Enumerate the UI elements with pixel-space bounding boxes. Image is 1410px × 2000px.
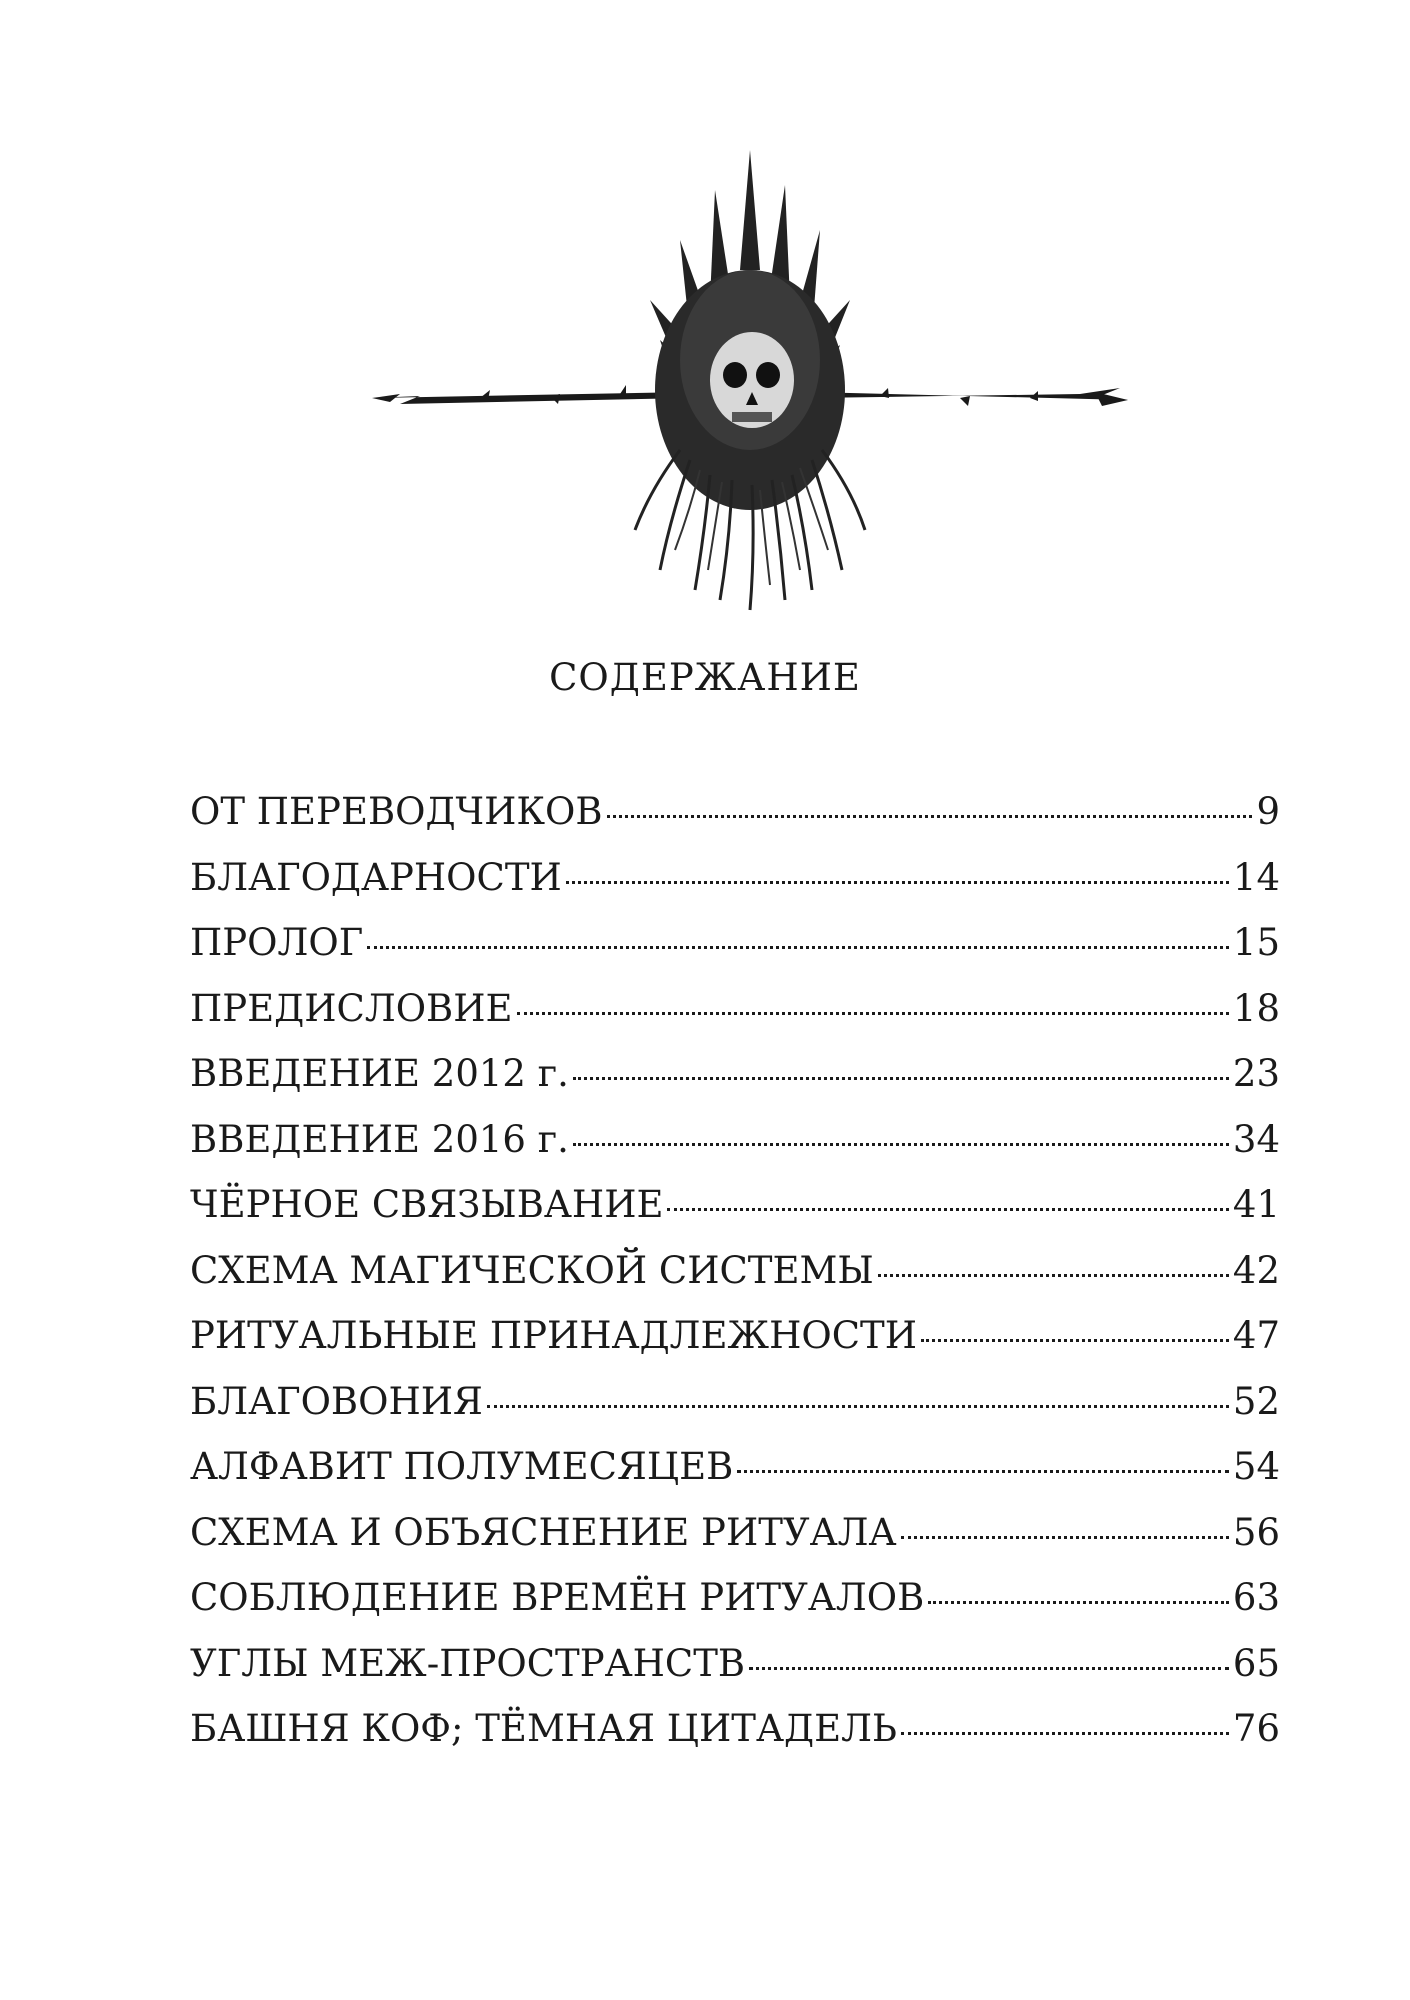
toc-entry-page: 47 <box>1232 1314 1280 1357</box>
toc-entry[interactable] <box>190 1183 1280 1249</box>
toc-entry-page: 23 <box>1232 1052 1280 1095</box>
toc-leader-dots <box>517 1012 1229 1015</box>
toc-entry-title: УГЛЫ МЕЖ-ПРОСТРАНСТВ <box>190 1641 746 1685</box>
toc-entry-page: 54 <box>1232 1445 1280 1488</box>
toc-entry-title: ОТ ПЕРЕВОДЧИКОВ <box>190 790 603 833</box>
toc-entry[interactable] <box>190 790 1280 856</box>
toc-entry[interactable] <box>190 1314 1280 1380</box>
toc-entry-page: 65 <box>1232 1641 1280 1685</box>
toc-entry-title: ВВЕДЕНИЕ 2016 г. <box>190 1117 569 1161</box>
toc-leader-dots <box>566 881 1229 884</box>
toc-entry-title: ПРЕДИСЛОВИЕ <box>190 986 513 1030</box>
toc-entry[interactable] <box>190 1511 1280 1577</box>
toc-leader-dots <box>607 815 1253 818</box>
table-of-contents <box>190 790 1280 1773</box>
toc-leader-dots <box>878 1274 1229 1277</box>
toc-entry[interactable] <box>190 1118 1280 1184</box>
toc-entry-page: 41 <box>1232 1183 1280 1226</box>
toc-entry-title: ЧЁРНОЕ СВЯЗЫВАНИЕ <box>190 1183 664 1226</box>
toc-entry-title: СХЕМА И ОБЪЯСНЕНИЕ РИТУАЛА <box>190 1510 897 1554</box>
toc-entry-page: 18 <box>1232 986 1280 1030</box>
toc-leader-dots <box>573 1077 1229 1080</box>
toc-entry[interactable] <box>190 1576 1280 1642</box>
toc-entry-title: АЛФАВИТ ПОЛУМЕСЯЦЕВ <box>190 1445 734 1488</box>
toc-entry[interactable] <box>190 1380 1280 1446</box>
toc-entry-page: 14 <box>1232 855 1280 899</box>
toc-leader-dots <box>667 1208 1228 1211</box>
toc-leader-dots <box>901 1732 1229 1735</box>
toc-entry-title: БЛАГОДАРНОСТИ <box>190 855 562 899</box>
page-title: СОДЕРЖАНИЕ <box>549 656 861 699</box>
toc-entry-page: 56 <box>1232 1510 1280 1554</box>
toc-entry-page: 9 <box>1256 790 1280 833</box>
toc-entry-page: 15 <box>1232 921 1280 964</box>
toc-entry-page: 63 <box>1232 1576 1280 1619</box>
toc-leader-dots <box>921 1339 1229 1342</box>
toc-leader-dots <box>573 1143 1229 1146</box>
toc-entry-page: 76 <box>1232 1707 1280 1750</box>
toc-entry-title: ПРОЛОГ <box>190 921 364 964</box>
toc-leader-dots <box>749 1667 1229 1670</box>
toc-leader-dots <box>901 1536 1229 1539</box>
toc-entry[interactable] <box>190 987 1280 1053</box>
toc-entry[interactable] <box>190 1707 1280 1773</box>
toc-entry[interactable] <box>190 1445 1280 1511</box>
toc-entry-title: РИТУАЛЬНЫЕ ПРИНАДЛЕЖНОСТИ <box>190 1314 917 1357</box>
toc-entry[interactable] <box>190 1249 1280 1315</box>
toc-entry-page: 34 <box>1232 1117 1280 1161</box>
toc-leader-dots <box>367 946 1229 949</box>
toc-entry[interactable] <box>190 1642 1280 1708</box>
toc-entry-title: ВВЕДЕНИЕ 2012 г. <box>190 1052 569 1095</box>
toc-entry-title: СОБЛЮДЕНИЕ ВРЕМЁН РИТУАЛОВ <box>190 1576 925 1619</box>
skull-crown-sigil-icon <box>360 130 1140 620</box>
toc-leader-dots <box>487 1405 1229 1408</box>
toc-leader-dots <box>928 1601 1229 1604</box>
toc-entry[interactable] <box>190 921 1280 987</box>
toc-entry-page: 42 <box>1232 1248 1280 1292</box>
toc-entry-title: БЛАГОВОНИЯ <box>190 1379 483 1423</box>
toc-entry-title: БАШНЯ КОФ; ТЁМНАЯ ЦИТАДЕЛЬ <box>190 1707 897 1750</box>
toc-entry[interactable] <box>190 856 1280 922</box>
toc-leader-dots <box>737 1470 1229 1473</box>
toc-entry-page: 52 <box>1232 1379 1280 1423</box>
toc-entry-title: СХЕМА МАГИЧЕСКОЙ СИСТЕМЫ <box>190 1248 874 1292</box>
toc-entry[interactable] <box>190 1052 1280 1118</box>
